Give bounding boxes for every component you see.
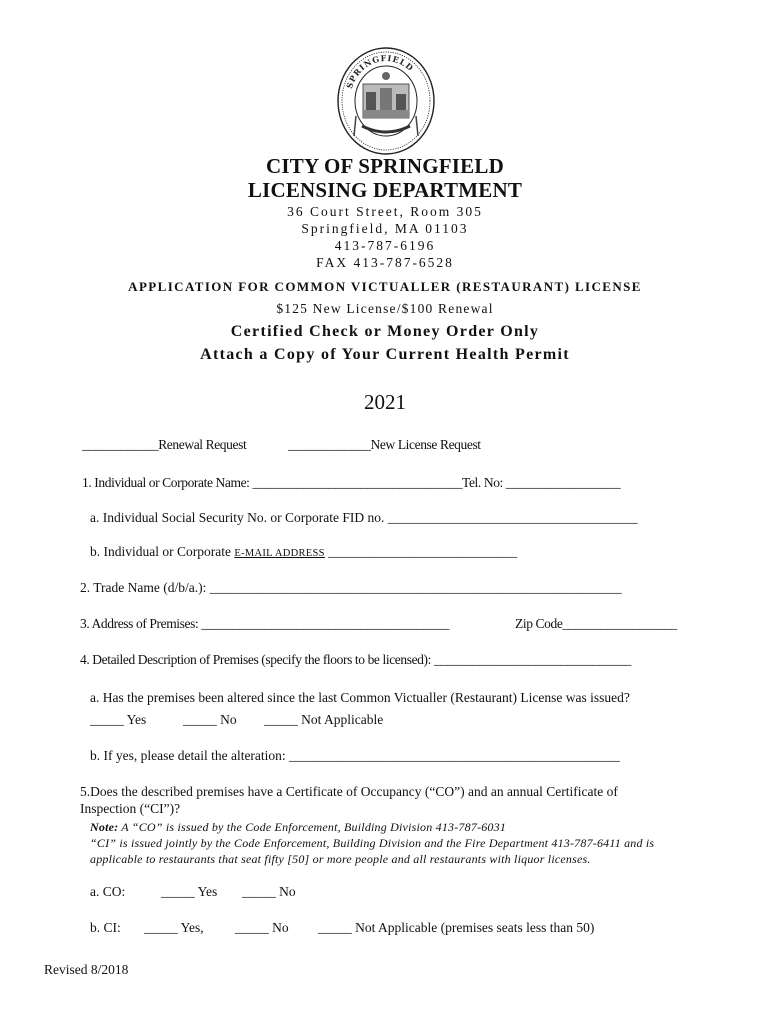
note-line2: “CI” is issued jointly by the Code Enforcement, Building Division and the Fire Department 413-787-6411 and is xyxy=(90,836,655,850)
q5b-ci-not-applicable-option[interactable]: _____ Not Applicable (premises seats less than 50) xyxy=(318,920,595,935)
q5-question-line1: 5.Does the described premises have a Certificate of Occupancy (“CO”) and an annual Certificate of xyxy=(80,784,618,799)
phone-number: 413-787-6196 xyxy=(334,238,436,253)
q5a-co-yes-option[interactable]: _____ Yes xyxy=(161,884,218,899)
q5a-co-no-option[interactable]: _____ No xyxy=(242,884,296,899)
q5b-ci-yes-option[interactable]: _____ Yes, xyxy=(144,920,204,935)
new-license-request-field[interactable]: _____________New License Request xyxy=(288,437,481,452)
note-co-text: A “CO” is issued by the Code Enforcement, Building Division 413-787-6031 xyxy=(118,820,507,834)
q4a-no-option[interactable]: _____ No xyxy=(183,712,237,727)
q1b-prefix: b. Individual or Corporate xyxy=(90,544,235,559)
q1b-suffix: ____________________________ xyxy=(324,544,518,559)
note-line1 xyxy=(90,820,506,835)
department-title: LICENSING DEPARTMENT xyxy=(247,178,523,202)
q2-trade-name-field[interactable]: 2. Trade Name (d/b/a.): _____________________________________________________________ xyxy=(80,580,622,595)
address-city: Springfield, MA 01103 xyxy=(301,221,469,236)
renewal-request-field[interactable]: ____________Renewal Request xyxy=(82,437,247,452)
q4-description-field[interactable]: 4. Detailed Description of Premises (specify the floors to be licensed): _______________________________ xyxy=(80,652,631,667)
note-line3: applicable to restaurants that seat fifty [50] or more people and all restaurants with liquor licenses. xyxy=(90,852,591,866)
q4a-question: a. Has the premises been altered since the last Common Victualler (Restaurant) License was issued? xyxy=(90,690,630,705)
health-permit-note: Attach a Copy of Your Current Health Permit xyxy=(200,346,570,363)
seal-ring-text: SPRINGFIELD xyxy=(343,52,417,90)
payment-note: Certified Check or Money Order Only xyxy=(230,323,540,340)
q5b-ci-label: b. CI: xyxy=(90,920,121,935)
q4a-not-applicable-option[interactable]: _____ Not Applicable xyxy=(264,712,384,727)
fax-number: FAX 413-787-6528 xyxy=(316,255,454,270)
q5a-co-label: a. CO: xyxy=(90,884,126,899)
year: 2021 xyxy=(364,390,406,414)
q5-question-line2: Inspection (“CI”)? xyxy=(80,801,181,816)
q5b-ci-no-option[interactable]: _____ No xyxy=(235,920,289,935)
q3-address-field[interactable]: 3. Address of Premises: _______________________________________ xyxy=(80,616,449,631)
address-street: 36 Court Street, Room 305 xyxy=(287,204,483,219)
q1b-email-field[interactable] xyxy=(90,544,517,560)
note-label: Note: xyxy=(90,820,119,834)
q1-name-tel-field[interactable]: 1. Individual or Corporate Name: _________________________________Tel. No: __________________ xyxy=(82,475,621,490)
q3-zip-field[interactable]: Zip Code__________________ xyxy=(515,616,677,631)
q1a-ssn-field[interactable]: a. Individual Social Security No. or Corporate FID no. _____________________________________ xyxy=(90,510,638,525)
revised-date: Revised 8/2018 xyxy=(44,962,129,977)
q4a-yes-option[interactable]: _____ Yes xyxy=(90,712,147,727)
application-title: APPLICATION FOR COMMON VICTUALLER (RESTAURANT) LICENSE xyxy=(128,279,642,294)
q4b-alteration-field[interactable]: b. If yes, please detail the alteration: _________________________________________________ xyxy=(90,748,620,763)
city-seal-logo xyxy=(336,46,436,156)
fee-line: $125 New License/$100 Renewal xyxy=(276,301,494,316)
city-title: CITY OF SPRINGFIELD xyxy=(266,154,504,178)
email-address-label: E-MAIL ADDRESS xyxy=(234,548,325,559)
